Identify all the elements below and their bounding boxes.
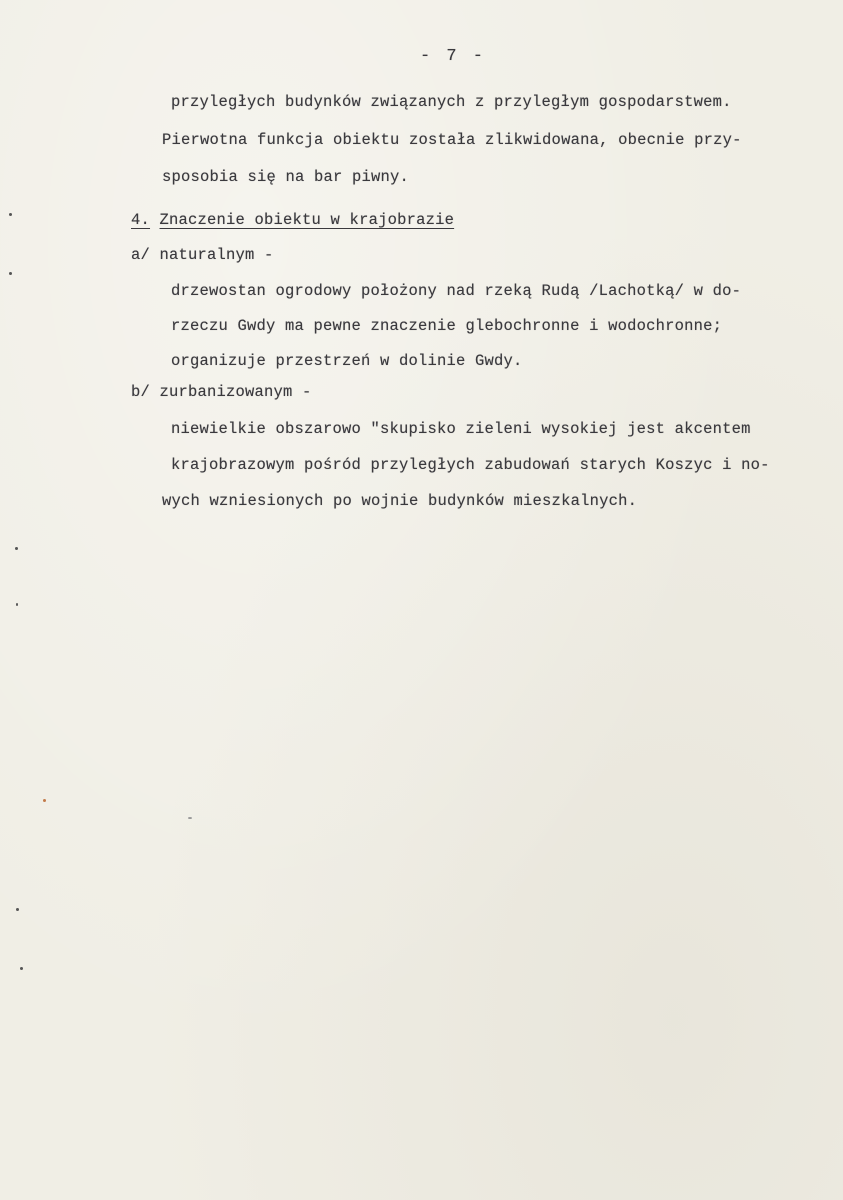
intro-line-2: Pierwotna funkcja obiektu została zlikwidowana, obecnie przy- [162,131,742,149]
margin-speck [16,603,18,606]
item-a-line-1: drzewostan ogrodowy położony nad rzeką Rudą /Lachotką/ w do- [171,282,742,300]
section-heading [131,211,454,229]
section-title: Znaczenie obiektu w krajobrazie [159,211,455,229]
margin-speck [20,967,23,970]
margin-speck [188,817,192,819]
item-b-line-2: krajobrazowym pośród przyległych zabudowań starych Koszyc i no- [171,456,770,474]
margin-speck [9,272,12,275]
margin-speck [16,908,19,911]
intro-line-1: przyległych budynków związanych z przyległym gospodarstwem. [171,93,732,111]
item-b-label: b/ zurbanizowanym - [131,383,312,401]
intro-line-3: sposobia się na bar piwny. [162,168,410,186]
margin-speck [43,799,46,802]
item-a-label: a/ naturalnym - [131,246,274,264]
item-a-line-3: organizuje przestrzeń w dolinie Gwdy. [171,352,523,370]
margin-speck [9,213,12,216]
item-a-line-2: rzeczu Gwdy ma pewne znaczenie glebochronne i wodochronne; [171,317,723,335]
margin-speck [15,547,18,550]
item-b-line-3: wych wzniesionych po wojnie budynków mieszkalnych. [162,492,638,510]
page-number: - 7 - [420,47,487,66]
section-number: 4. [131,211,151,229]
item-b-line-1: niewielkie obszarowo "skupisko zieleni wysokiej jest akcentem [171,420,751,438]
